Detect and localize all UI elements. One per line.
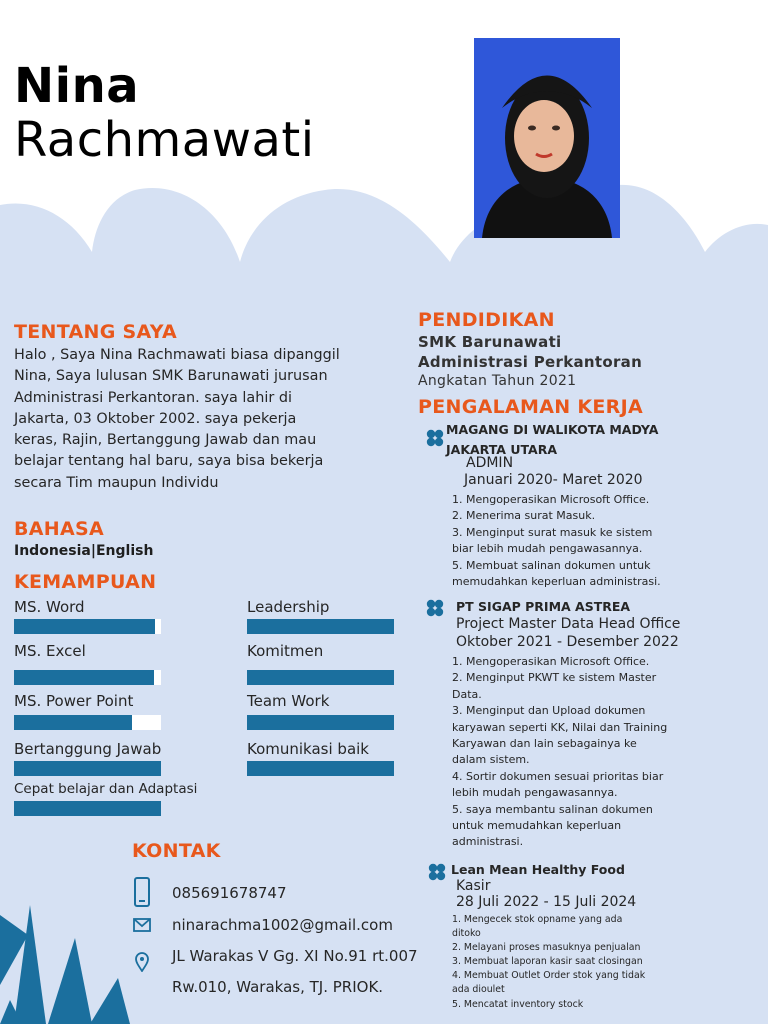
skill-label: Leadership [247, 598, 330, 616]
job-task: 1. Mengoperasikan Microsoft Office. [452, 655, 650, 668]
contact-heading: KONTAK [132, 840, 221, 862]
job-role: Project Master Data Head Office [456, 616, 681, 632]
job-task: biar lebih mudah pengawasannya. [452, 542, 643, 556]
skill-bar-fill [14, 715, 132, 730]
job-task: 3. Menginput dan Upload dokumen [452, 704, 646, 718]
job-company: MAGANG DI WALIKOTA MADYA [446, 422, 659, 437]
language-heading: BAHASA [14, 518, 104, 540]
mail-icon [133, 918, 151, 932]
skill-bar-fill [247, 619, 394, 634]
job-task: Karyawan dan lain sebagainya ke [452, 737, 637, 751]
skill-label: Bertanggung Jawab [14, 740, 162, 758]
job-task: karyawan seperti KK, Nilai dan Training [452, 720, 668, 734]
about-heading: TENTANG SAYA [14, 321, 177, 343]
job-task: ada dioulet [452, 984, 505, 996]
last-name: Rachmawati [14, 112, 315, 168]
skills-heading: KEMAMPUAN [14, 571, 157, 593]
job-task: 1. Mengoperasikan Microsoft Office. [452, 493, 650, 506]
skill-bar [14, 619, 161, 634]
job-period: Oktober 2021 - Desember 2022 [456, 634, 679, 650]
job-task: 3. Membuat laporan kasir saat closingan [452, 956, 643, 968]
decorative-rays [0, 905, 130, 1024]
job-task: ditoko [452, 928, 481, 940]
job-task-list [452, 913, 645, 1012]
job-task: 4. Membuat Outlet Order stok yang tidak [452, 970, 646, 982]
profile-photo [474, 38, 620, 238]
skill-label: Team Work [247, 692, 330, 710]
job-task: administrasi. [452, 835, 524, 849]
skill-bar-fill [14, 619, 155, 634]
skill-label: Komitmen [247, 642, 324, 660]
contact-phone: 085691678747 [172, 884, 287, 902]
skill-bar [14, 670, 161, 685]
job-task: 5. Membuat salinan dokumen untuk [452, 558, 651, 572]
education-heading: PENDIDIKAN [418, 309, 555, 331]
education-school: SMK Barunawati [418, 333, 562, 351]
job-task: 2. Menerima surat Masuk. [452, 509, 596, 523]
contact-address-line2: Rw.010, Warakas, TJ. PRIOK. [172, 978, 384, 996]
job-task: Data. [452, 687, 482, 701]
job-role: ADMIN [466, 455, 514, 471]
location-icon [135, 952, 149, 972]
skill-bar [247, 715, 394, 730]
job-task: untuk memudahkan keperluan [452, 819, 622, 833]
skill-bar-fill [247, 670, 394, 685]
bullet-flower-icon [428, 863, 446, 881]
skill-bar [14, 801, 161, 816]
job-company: Lean Mean Healthy Food [451, 862, 625, 877]
contact-email: ninarachma1002@gmail.com [172, 916, 393, 934]
job-company: PT SIGAP PRIMA ASTREA [456, 599, 631, 614]
experience-heading: PENGALAMAN KERJA [418, 396, 643, 418]
phone-icon [133, 877, 151, 907]
skill-bar [247, 619, 394, 634]
job-task: 1. Mengecek stok opname yang ada [452, 914, 623, 925]
skill-label: MS. Power Point [14, 692, 134, 710]
job-period: 28 Juli 2022 - 15 Juli 2024 [456, 894, 637, 910]
job-task-list [452, 492, 661, 590]
language-value: Indonesia|English [14, 543, 154, 559]
skill-bar-fill [14, 761, 161, 776]
job-task: lebih mudah pengawasannya. [452, 786, 618, 800]
skill-label: MS. Word [14, 598, 85, 616]
skill-label: Komunikasi baik [247, 740, 369, 758]
skill-bar [247, 670, 394, 685]
job-task: 4. Sortir dokumen sesuai prioritas biar [452, 769, 664, 783]
skill-bar [247, 761, 394, 776]
skill-label: MS. Excel [14, 642, 86, 660]
job-task: 5. Mencatat inventory stock [452, 998, 584, 1010]
job-task: 2. Menginput PKWT ke sistem Master [452, 671, 657, 685]
bullet-flower-icon [426, 599, 444, 617]
skill-bar-fill [14, 801, 161, 816]
first-name: Nina [14, 58, 140, 114]
education-year: Angkatan Tahun 2021 [418, 373, 577, 389]
job-task: dalam sistem. [452, 753, 530, 767]
about-text: Halo , Saya Nina Rachmawati biasa dipanggil Nina, Saya lulusan SMK Barunawati jurusan Administrasi Perkantoran. saya lahir di Jakarta, 03 Oktober 2002. saya pekerja keras, Rajin, Bertanggung Jawab dan mau belajar tentang hal baru, saya bisa bekerja secara Tim maupun Individu [14, 347, 340, 491]
skill-label: Cepat belajar dan Adaptasi [14, 781, 198, 797]
bullet-flower-icon [426, 429, 444, 447]
job-task: 2. Melayani proses masuknya penjualan [452, 942, 641, 954]
job-task: memudahkan keperluan administrasi. [452, 575, 661, 589]
job-task-list [452, 654, 667, 851]
contact-address-line1: JL Warakas V Gg. XI No.91 rt.007 [172, 947, 418, 965]
job-company-line2: JAKARTA UTARA [446, 442, 558, 457]
job-task: 5. saya membantu salinan dokumen [452, 802, 653, 816]
education-major: Administrasi Perkantoran [418, 353, 643, 371]
job-role: Kasir [456, 878, 491, 894]
skill-bar [14, 761, 161, 776]
skill-bar-fill [247, 761, 394, 776]
job-period: Januari 2020- Maret 2020 [464, 472, 643, 488]
skill-bar [14, 715, 161, 730]
skill-bar-fill [14, 670, 154, 685]
job-task: 3. Menginput surat masuk ke sistem [452, 525, 653, 539]
skill-bar-fill [247, 715, 394, 730]
